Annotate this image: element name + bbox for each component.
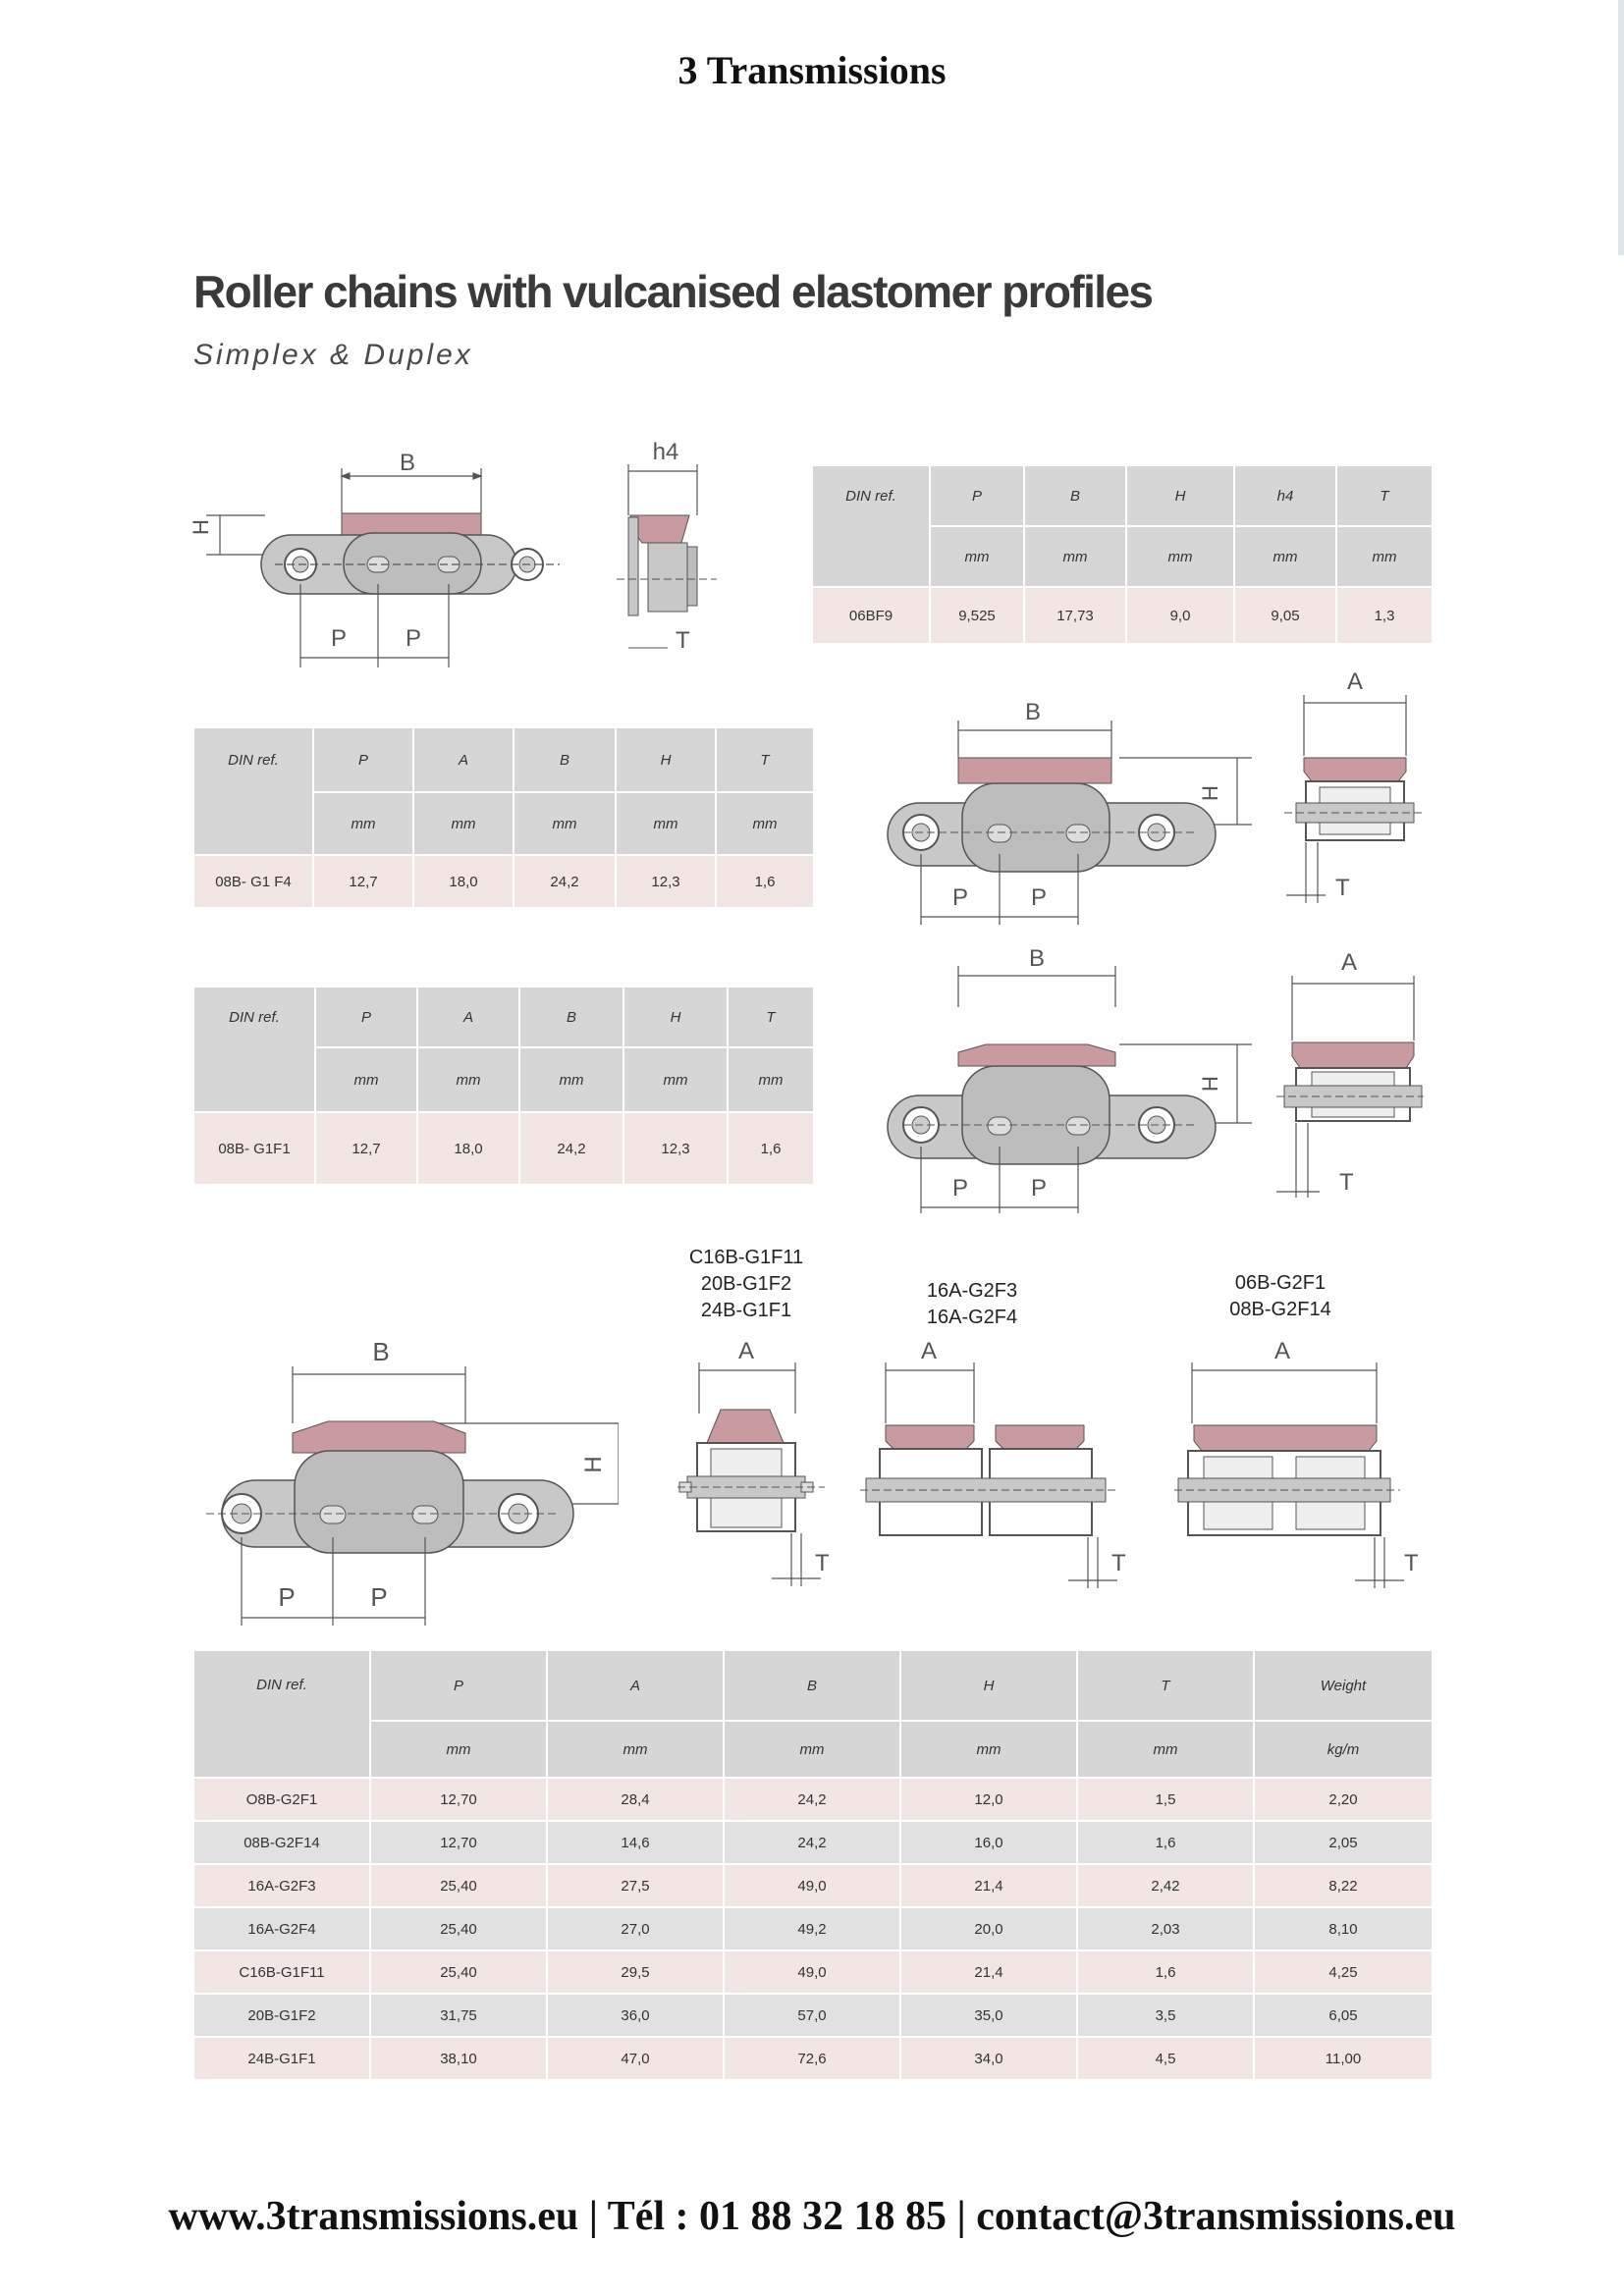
cell: 1,6 xyxy=(716,855,814,908)
label-p2: P xyxy=(405,625,422,652)
label-h4: h4 xyxy=(652,439,679,465)
unit-cell: mm xyxy=(313,792,413,855)
cell: 12,3 xyxy=(616,855,716,908)
table-row xyxy=(193,1994,1433,2037)
cell: 20B-G1F2 xyxy=(193,1994,370,2037)
cell: 9,0 xyxy=(1126,587,1234,644)
label-t: T xyxy=(815,1550,830,1576)
cell: 12,3 xyxy=(623,1112,728,1185)
cell: 57,0 xyxy=(724,1994,900,2037)
chain-diagram-06bf9-end xyxy=(609,437,746,663)
cell: 21,4 xyxy=(900,1864,1077,1907)
unit-cell: mm xyxy=(728,1047,814,1112)
header-din-ref: DIN ref. xyxy=(193,727,313,855)
cell: 3,5 xyxy=(1077,1994,1254,2037)
unit-cell: mm xyxy=(514,792,616,855)
cell: 12,7 xyxy=(315,1112,417,1185)
header-t: T xyxy=(1336,465,1433,526)
cell: 72,6 xyxy=(724,2037,900,2080)
cell: 2,03 xyxy=(1077,1907,1254,1950)
header-b: B xyxy=(1024,465,1126,526)
header-h: H xyxy=(623,987,728,1047)
unit-cell: mm xyxy=(930,526,1024,587)
label-p1: P xyxy=(951,1175,969,1201)
cell: 4,25 xyxy=(1254,1950,1433,1994)
label-p2: P xyxy=(370,1582,388,1612)
unit-cell: mm xyxy=(547,1721,724,1778)
cell: 12,0 xyxy=(900,1778,1077,1821)
cell: 08B- G1 F4 xyxy=(193,855,313,908)
unit-cell: mm xyxy=(1234,526,1336,587)
chain-diagram-group1-end xyxy=(677,1335,854,1590)
label-h: H xyxy=(580,1456,607,1473)
cell: 49,2 xyxy=(724,1907,900,1950)
cell: 16A-G2F3 xyxy=(193,1864,370,1907)
cell: 14,6 xyxy=(547,1821,724,1864)
group1-ref-2: 20B-G1F2 xyxy=(700,1273,792,1295)
header-weight: Weight xyxy=(1254,1650,1433,1721)
cell: 8,22 xyxy=(1254,1864,1433,1907)
cell: 06BF9 xyxy=(812,587,930,644)
cell: 24,2 xyxy=(514,855,616,908)
label-h: H xyxy=(1198,785,1222,801)
cell: 25,40 xyxy=(370,1950,547,1994)
unit-cell: mm xyxy=(370,1721,547,1778)
header-b: B xyxy=(514,727,616,792)
unit-cell: mm xyxy=(724,1721,900,1778)
unit-cell: mm xyxy=(900,1721,1077,1778)
label-a: A xyxy=(1340,949,1358,976)
group3-labels xyxy=(1202,1270,1359,1323)
label-a: A xyxy=(1346,668,1364,695)
header-din-ref: DIN ref. xyxy=(193,987,315,1112)
label-a: A xyxy=(1273,1338,1291,1364)
cell: 24,2 xyxy=(519,1112,623,1185)
unit-cell: mm xyxy=(716,792,814,855)
label-h: H xyxy=(1198,1076,1222,1092)
label-p1: P xyxy=(278,1582,296,1612)
cell: 28,4 xyxy=(547,1778,724,1821)
header-p: P xyxy=(315,987,417,1047)
label-h: H xyxy=(189,519,213,535)
label-b: B xyxy=(372,1337,390,1366)
cell: 2,05 xyxy=(1254,1821,1433,1864)
group2-labels xyxy=(884,1278,1060,1331)
unit-cell: mm xyxy=(1024,526,1126,587)
cell: 12,7 xyxy=(313,855,413,908)
unit-cell: mm xyxy=(616,792,716,855)
label-b: B xyxy=(1028,945,1046,972)
cell: 6,05 xyxy=(1254,1994,1433,2037)
label-t: T xyxy=(676,627,690,654)
group1-ref-1: C16B-G1F11 xyxy=(688,1247,804,1268)
spec-table-08b-g1f1 xyxy=(192,986,815,1186)
chain-diagram-08b-g1f1-end xyxy=(1276,942,1424,1217)
chain-diagram-06bf9-side xyxy=(187,437,638,682)
cell: 38,10 xyxy=(370,2037,547,2080)
cell: 08B- G1F1 xyxy=(193,1112,315,1185)
unit-cell: mm xyxy=(315,1047,417,1112)
elastomer-profile xyxy=(342,513,481,535)
header-t: T xyxy=(716,727,814,792)
label-b: B xyxy=(399,450,416,476)
cell: 1,6 xyxy=(1077,1950,1254,1994)
footer-contact: www.3transmissions.eu | Tél : 01 88 32 18 85 | contact@3transmissions.eu xyxy=(168,2194,1456,2239)
header-t: T xyxy=(728,987,814,1047)
header-h4: h4 xyxy=(1234,465,1336,526)
table-row xyxy=(193,1864,1433,1907)
chain-diagram-group2-end xyxy=(860,1335,1145,1590)
unit-cell: mm xyxy=(413,792,514,855)
cell: 17,73 xyxy=(1024,587,1126,644)
unit-cell: mm xyxy=(519,1047,623,1112)
group1-ref-3: 24B-G1F1 xyxy=(700,1300,792,1321)
cell: 49,0 xyxy=(724,1864,900,1907)
cell: 1,6 xyxy=(728,1112,814,1185)
cell: 2,42 xyxy=(1077,1864,1254,1907)
cell: 31,75 xyxy=(370,1994,547,2037)
table-row xyxy=(193,855,814,908)
header-h: H xyxy=(1126,465,1234,526)
unit-cell: mm xyxy=(1126,526,1234,587)
table-row xyxy=(193,1112,814,1185)
unit-cell: mm xyxy=(1077,1721,1254,1778)
label-p1: P xyxy=(951,884,969,911)
spec-table-06bf9 xyxy=(811,464,1434,645)
cell: 16,0 xyxy=(900,1821,1077,1864)
unit-cell: mm xyxy=(1336,526,1433,587)
chain-inner-plate xyxy=(344,533,481,594)
cell: 20,0 xyxy=(900,1907,1077,1950)
cell: 1,5 xyxy=(1077,1778,1254,1821)
header-a: A xyxy=(413,727,514,792)
cell: 12,70 xyxy=(370,1821,547,1864)
header-b: B xyxy=(519,987,623,1047)
cell: 11,00 xyxy=(1254,2037,1433,2080)
chain-diagram-group3-end xyxy=(1174,1335,1435,1590)
table-row xyxy=(193,1907,1433,1950)
cell: 25,40 xyxy=(370,1907,547,1950)
label-p2: P xyxy=(1030,1175,1048,1201)
table-row xyxy=(193,2037,1433,2080)
group3-ref-1: 06B-G2F1 xyxy=(1234,1272,1326,1294)
cell: 25,40 xyxy=(370,1864,547,1907)
table-row xyxy=(193,1821,1433,1864)
cell: 36,0 xyxy=(547,1994,724,2037)
cell: 47,0 xyxy=(547,2037,724,2080)
cell: 27,0 xyxy=(547,1907,724,1950)
cell: 24,2 xyxy=(724,1821,900,1864)
chain-diagram-08b-g1-f4-end xyxy=(1276,667,1424,923)
header-t: T xyxy=(1077,1650,1254,1721)
label-t: T xyxy=(1111,1550,1126,1576)
cell: 27,5 xyxy=(547,1864,724,1907)
cell: 1,6 xyxy=(1077,1821,1254,1864)
header-p: P xyxy=(930,465,1024,526)
brand-header: 3 Transmissions xyxy=(677,48,947,92)
label-a: A xyxy=(737,1338,755,1364)
cell: 34,0 xyxy=(900,2037,1077,2080)
label-t: T xyxy=(1404,1550,1419,1576)
chain-diagram-large-side xyxy=(196,1325,619,1629)
label-p2: P xyxy=(1030,884,1048,911)
cell: 8,10 xyxy=(1254,1907,1433,1950)
chain-diagram-08b-g1f1-side xyxy=(864,942,1257,1217)
unit-cell: kg/m xyxy=(1254,1721,1433,1778)
cell: 18,0 xyxy=(417,1112,519,1185)
spec-table-08b-g1-f4 xyxy=(192,726,815,909)
group3-ref-2: 08B-G2F14 xyxy=(1229,1299,1331,1320)
cell: 2,20 xyxy=(1254,1778,1433,1821)
cell: 21,4 xyxy=(900,1950,1077,1994)
cell: 9,05 xyxy=(1234,587,1336,644)
cell: 4,5 xyxy=(1077,2037,1254,2080)
cell: 1,3 xyxy=(1336,587,1433,644)
group2-ref-2: 16A-G2F4 xyxy=(926,1307,1018,1328)
header-din-ref: DIN ref. xyxy=(812,465,930,587)
group2-ref-1: 16A-G2F3 xyxy=(926,1280,1018,1302)
unit-cell: mm xyxy=(417,1047,519,1112)
table-row xyxy=(193,1778,1433,1821)
group1-labels xyxy=(677,1245,815,1324)
header-p: P xyxy=(313,727,413,792)
cell: 18,0 xyxy=(413,855,514,908)
cell: 16A-G2F4 xyxy=(193,1907,370,1950)
label-a: A xyxy=(920,1338,938,1364)
header-din-ref: DIN ref. xyxy=(193,1650,370,1778)
unit-cell: mm xyxy=(623,1047,728,1112)
cell: 49,0 xyxy=(724,1950,900,1994)
header-a: A xyxy=(547,1650,724,1721)
header-p: P xyxy=(370,1650,547,1721)
chain-diagram-08b-g1-f4-side xyxy=(864,687,1257,933)
label-p1: P xyxy=(330,625,348,652)
page-edge-strip xyxy=(1618,0,1624,255)
header-a: A xyxy=(417,987,519,1047)
header-h: H xyxy=(900,1650,1077,1721)
spec-table-main xyxy=(192,1649,1434,2081)
header-h: H xyxy=(616,727,716,792)
page-title: Roller chains with vulcanised elastomer profiles xyxy=(193,266,1153,317)
label-t: T xyxy=(1335,875,1350,901)
table-row xyxy=(193,1950,1433,1994)
cell: 29,5 xyxy=(547,1950,724,1994)
label-t: T xyxy=(1339,1169,1354,1196)
cell: 9,525 xyxy=(930,587,1024,644)
cell: 12,70 xyxy=(370,1778,547,1821)
table-row xyxy=(812,587,1433,644)
cell: C16B-G1F11 xyxy=(193,1950,370,1994)
label-b: B xyxy=(1024,699,1042,725)
page-subtitle: Simplex & Duplex xyxy=(193,339,473,371)
cell: 24B-G1F1 xyxy=(193,2037,370,2080)
cell: O8B-G2F1 xyxy=(193,1778,370,1821)
cell: 24,2 xyxy=(724,1778,900,1821)
cell: 35,0 xyxy=(900,1994,1077,2037)
header-b: B xyxy=(724,1650,900,1721)
cell: 08B-G2F14 xyxy=(193,1821,370,1864)
